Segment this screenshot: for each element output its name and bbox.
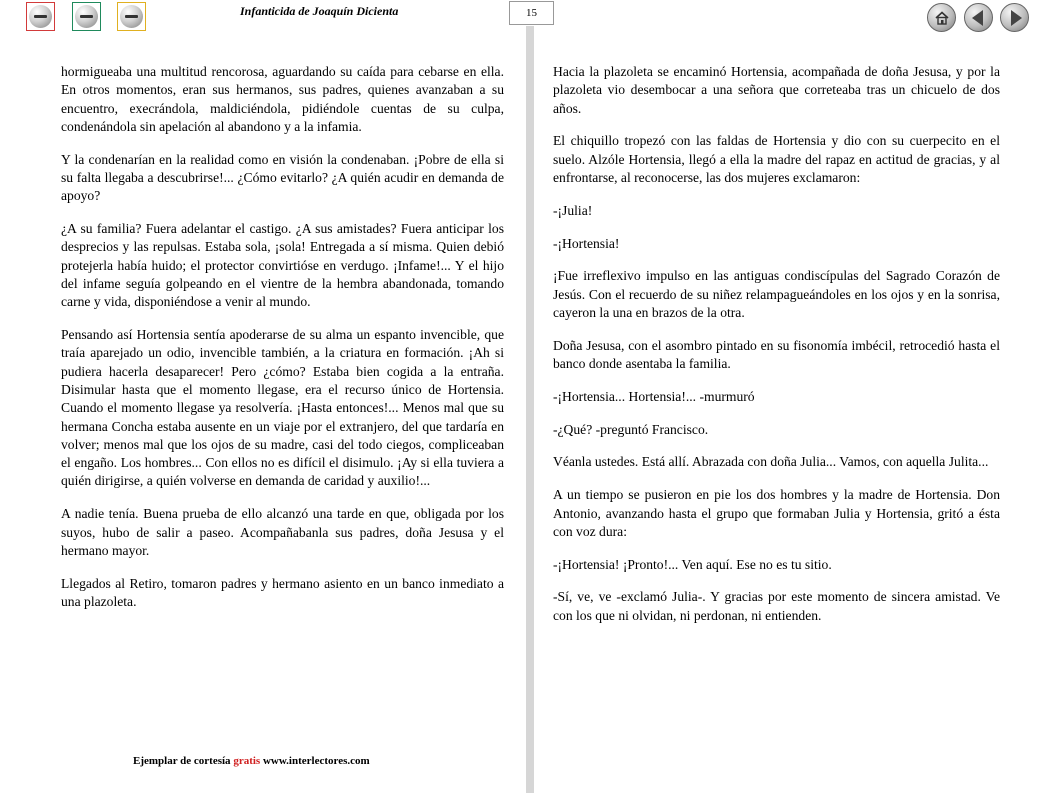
page-number: 15 xyxy=(509,1,554,25)
minus-button-green[interactable] xyxy=(72,2,101,31)
minus-button-yellow[interactable] xyxy=(117,2,146,31)
minus-button-red[interactable] xyxy=(26,2,55,31)
footer-link[interactable]: www.interlectores.com xyxy=(260,755,370,767)
paragraph: -¡Julia! xyxy=(553,202,593,218)
paragraph: El chiquillo tropezó con las faldas de Hortensia y dio con su cuerpecito en el suelo. Alzóle Hortensia, llegó a ella la madre del rapaz en actitud de gracias, y al enfrontarse, al reconocerse, las dos mujeres exclamaron: xyxy=(553,133,1000,185)
paragraph: -Sí, ve, ve -exclamó Julia-. Y gracias por este momento de sincera amistad. Ve con los que ni olvidan, ni perdonan, ni entienden. xyxy=(553,589,1000,623)
home-icon xyxy=(935,11,949,25)
page-divider xyxy=(526,26,534,793)
paragraph: -¡Hortensia! xyxy=(553,235,620,251)
minus-icon xyxy=(120,5,143,28)
footer-prefix: Ejemplar de cortesía xyxy=(133,755,234,767)
home-button[interactable] xyxy=(927,3,956,32)
paragraph: -¡Hortensia... Hortensia!... -murmuró xyxy=(553,388,755,404)
paragraph: A un tiempo se pusieron en pie los dos hombres y la madre de Hortensia. Don Antonio, avanzando hasta el grupo que formaban Julia y Hortensia, gritó a ésta con voz dura: xyxy=(553,487,1000,539)
footer-note xyxy=(133,755,370,767)
arrow-right-icon xyxy=(1011,10,1022,26)
paragraph: Véanla ustedes. Está allí. Abrazada con doña Julia... Vamos, con aquella Julita... xyxy=(553,454,989,470)
arrow-left-icon xyxy=(972,10,983,26)
next-page-button[interactable] xyxy=(1000,3,1029,32)
paragraph: Doña Jesusa, con el asombro pintado en su fisonomía imbécil, retrocedió hasta el banco donde asentaba la familia. xyxy=(553,337,1000,372)
paragraph: A nadie tenía. Buena prueba de ello alcanzó una tarde en que, obligada por los suyos, hubo de salir a paseo. Acompañabanla sus padres, doña Jesusa y el hermano mayor. xyxy=(61,506,504,558)
right-text-column xyxy=(553,63,1000,640)
paragraph: -¿Qué? -preguntó Francisco. xyxy=(553,421,709,437)
paragraph: ¿A su familia? Fuera adelantar el castigo. ¿A sus amistades? Fuera anticipar los desprecios y las repulsas. Estaba sola, ¡sola! Entregada a sí misma. Quien debió protejerla había huido; el protector convirtióse en verdugo. ¡Infame!... Y el hijo del infame seguía golpeando en el vientre de la hembra abandonada, tomando carne y vida, disponiéndose a venir al mundo. xyxy=(61,221,504,310)
paragraph: ¡Fue irreflexivo impulso en las antiguas condiscípulas del Sagrado Corazón de Jesús. Con el recuerdo de su niñez relampagueándoles en los ojos y en la sonrisa, cayeron la una en brazos de la otra. xyxy=(553,268,1000,320)
paragraph: Pensando así Hortensia sentía apoderarse de su alma un espanto invencible, que traía aparejado un odio, invencible también, a la criatura en formación. ¡Ah si pudiera hacerla desaparecer! Pero ¿cómo? Estaba bien cogida a la entraña. Disimular hasta que el momento llegase, era el recurso único de Hortensia. Cuando el momento llegase ya resolvería. ¡Hasta entonces!... Menos mal que su hermana Concha estaba ausente en un viaje por el extranjero, del que tardaría en volver; menos mal que los ojos de su madre, casi del todo ciegos, compliceaban el engaño. Los hombres... Con ellos no es difícil el disimulo. ¡Ay si ella tuviera a quién dirigirse, a quién volverse en demanda de caridad y auxilio!... xyxy=(61,327,504,489)
paragraph: -¡Hortensia! ¡Pronto!... Ven aquí. Ese no es tu sitio. xyxy=(553,556,832,572)
paragraph: Hacia la plazoleta se encaminó Hortensia, acompañada de doña Jesusa, y por la plazoleta vio desembocar a una señora que correteaba tras un chicuelo de dos años. xyxy=(553,64,1000,116)
previous-page-button[interactable] xyxy=(964,3,993,32)
book-title: Infanticida de Joaquín Dicienta xyxy=(240,4,399,18)
paragraph: hormigueaba una multitud rencorosa, aguardando su caída para cebarse en ella. En otros momentos, eran sus hermanos, sus padres, quienes avanzaban a su encuentro, execrándola, maldiciéndola, pidiéndole cuentas de su culpa, condenándola sin apelación al abandono y a la infamia. xyxy=(61,64,504,134)
paragraph: Llegados al Retiro, tomaron padres y hermano asiento en un banco inmediato a una plazoleta. xyxy=(61,575,504,609)
minus-icon xyxy=(75,5,98,28)
footer-highlight: gratis xyxy=(233,755,261,767)
minus-icon xyxy=(29,5,52,28)
left-text-column xyxy=(61,63,504,626)
paragraph: Y la condenarían en la realidad como en visión la condenaban. ¡Pobre de ella si su falta llegaba a descubrirse!... ¿Cómo evitarlo? ¿A quién acudir en demanda de apoyo? xyxy=(61,151,504,204)
